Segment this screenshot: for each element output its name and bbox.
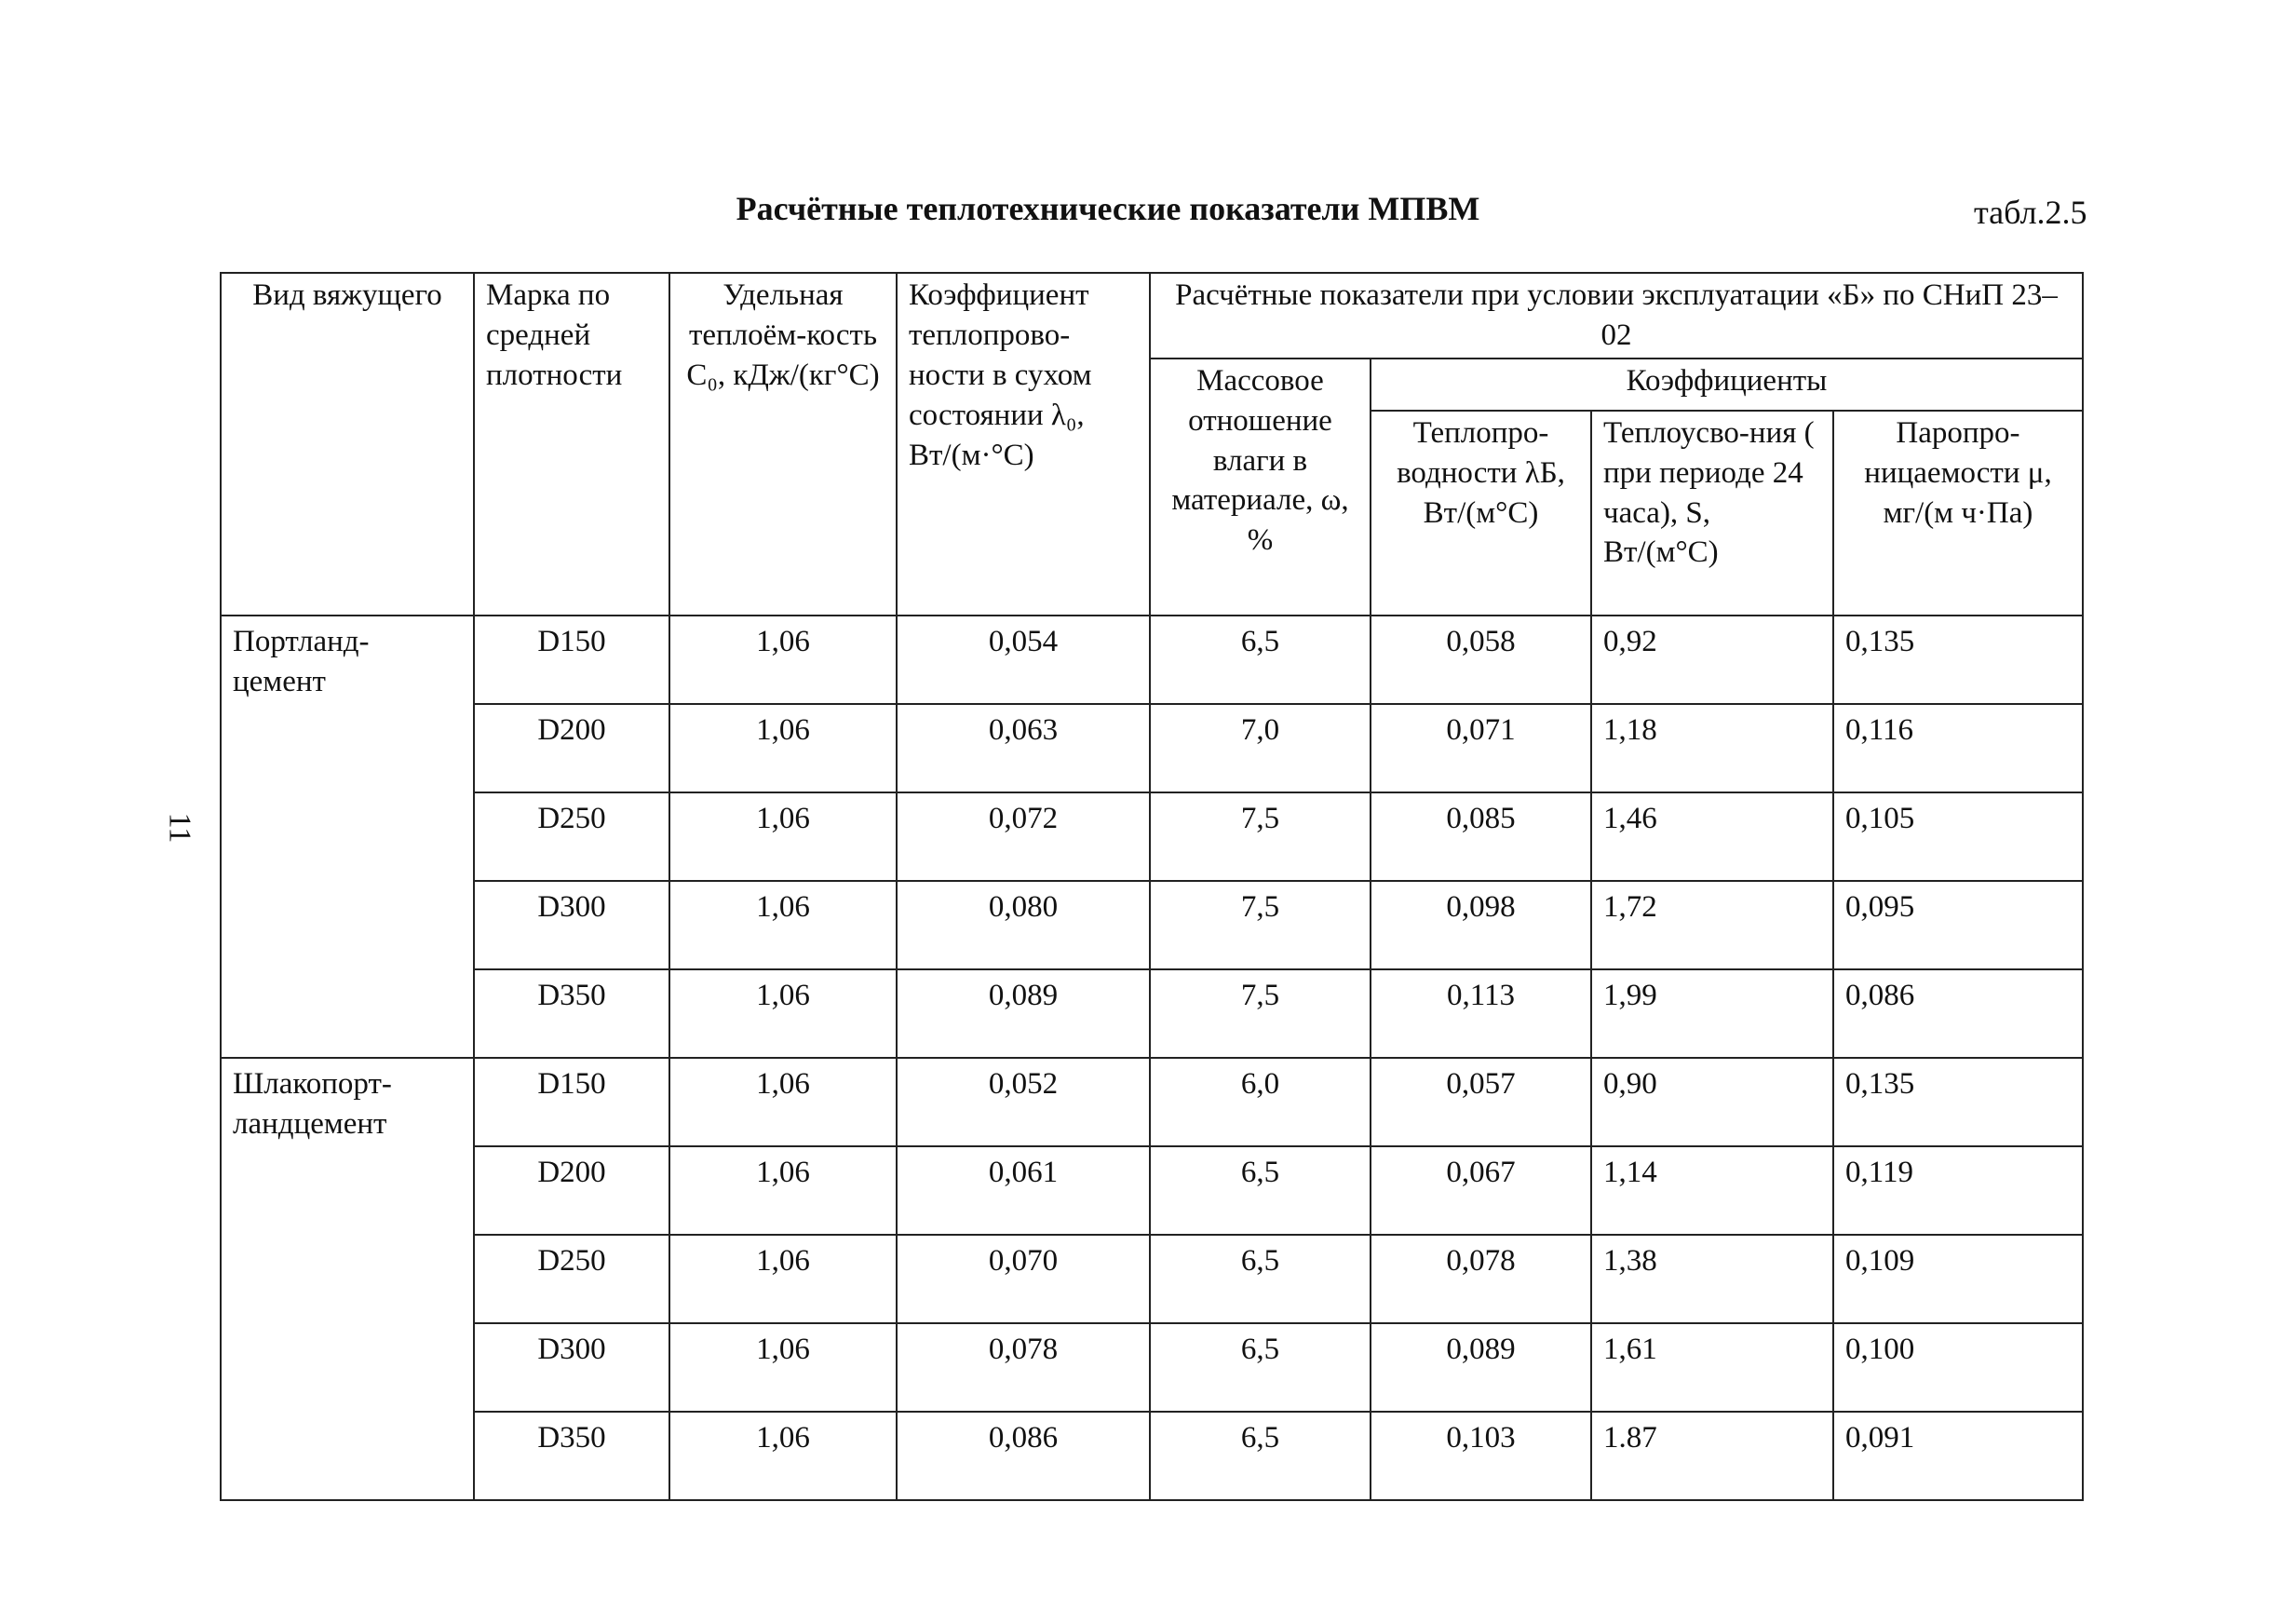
conductivity-dry-cell: 0,052 [897, 1058, 1150, 1146]
grade-cell: D350 [474, 969, 669, 1058]
conductivity-dry-cell: 0,080 [897, 881, 1150, 969]
table-title: Расчётные теплотехнические показатели МПВМ [736, 190, 1480, 227]
heat-capacity-cell: 1,06 [669, 1235, 897, 1323]
conductivity-dry-cell: 0,070 [897, 1235, 1150, 1323]
grade-cell: D300 [474, 881, 669, 969]
heat-capacity-cell: 1,06 [669, 616, 897, 704]
conductivity-dry-cell: 0,054 [897, 616, 1150, 704]
table-row [221, 792, 2083, 881]
heat-capacity-cell: 1,06 [669, 1412, 897, 1500]
conductivity-cell: 0,057 [1371, 1058, 1591, 1146]
header-grade: Марка по средней плотности [474, 273, 669, 616]
heat-absorption-cell: 0,90 [1591, 1058, 1833, 1146]
moisture-cell: 6,5 [1150, 1146, 1371, 1235]
heat-capacity-cell: 1,06 [669, 881, 897, 969]
header-heat-capacity: Удельная теплоём-кость С₀, кДж/(кг°С) [669, 273, 897, 616]
header-moisture: Массовое отношение влаги в материале, ω, % [1150, 359, 1371, 616]
table-row [221, 704, 2083, 792]
table-row [221, 1146, 2083, 1235]
table-body [221, 616, 2083, 1500]
heat-absorption-cell: 1,72 [1591, 881, 1833, 969]
table-row [221, 1412, 2083, 1500]
heat-absorption-cell: 1,61 [1591, 1323, 1833, 1412]
conductivity-cell: 0,089 [1371, 1323, 1591, 1412]
heat-absorption-cell: 1.87 [1591, 1412, 1833, 1500]
header-conductivity: Теплопро-водности λБ, Вт/(м°С) [1371, 411, 1591, 616]
header-vapor-permeability: Паропро-ницаемости μ, мг/(м ч·Па) [1833, 411, 2083, 616]
header-group-conditions: Расчётные показатели при условии эксплуатации «Б» по СНиП 23–02 [1150, 273, 2083, 359]
heat-capacity-cell: 1,06 [669, 792, 897, 881]
header-coefficients: Коэффициенты [1371, 359, 2083, 411]
conductivity-cell: 0,098 [1371, 881, 1591, 969]
heat-absorption-cell: 1,46 [1591, 792, 1833, 881]
heat-capacity-cell: 1,06 [669, 1058, 897, 1146]
heat-absorption-cell: 1,38 [1591, 1235, 1833, 1323]
conductivity-dry-cell: 0,072 [897, 792, 1150, 881]
heat-capacity-cell: 1,06 [669, 704, 897, 792]
heat-absorption-cell: 1,18 [1591, 704, 1833, 792]
heat-capacity-cell: 1,06 [669, 1146, 897, 1235]
moisture-cell: 6,5 [1150, 616, 1371, 704]
conductivity-dry-cell: 0,078 [897, 1323, 1150, 1412]
heat-absorption-cell: 0,92 [1591, 616, 1833, 704]
table-row [221, 881, 2083, 969]
moisture-cell: 6,0 [1150, 1058, 1371, 1146]
vapor-permeability-cell: 0,119 [1833, 1146, 2083, 1235]
binder-cell: Портланд-цемент [221, 616, 474, 1058]
conductivity-cell: 0,085 [1371, 792, 1591, 881]
moisture-cell: 7,0 [1150, 704, 1371, 792]
table-row [221, 1323, 2083, 1412]
table-row [221, 616, 2083, 704]
conductivity-cell: 0,113 [1371, 969, 1591, 1058]
page-number: 11 [162, 812, 197, 844]
table-reference: табл.2.5 [1974, 194, 2087, 231]
vapor-permeability-cell: 0,109 [1833, 1235, 2083, 1323]
grade-cell: D200 [474, 704, 669, 792]
vapor-permeability-cell: 0,116 [1833, 704, 2083, 792]
vapor-permeability-cell: 0,095 [1833, 881, 2083, 969]
grade-cell: D250 [474, 792, 669, 881]
vapor-permeability-cell: 0,135 [1833, 616, 2083, 704]
grade-cell: D300 [474, 1323, 669, 1412]
vapor-permeability-cell: 0,135 [1833, 1058, 2083, 1146]
conductivity-cell: 0,103 [1371, 1412, 1591, 1500]
conductivity-dry-cell: 0,061 [897, 1146, 1150, 1235]
conductivity-cell: 0,071 [1371, 704, 1591, 792]
header-conductivity-dry: Коэффициент теплопрово-ности в сухом состоянии λ₀, Вт/(м·°С) [897, 273, 1150, 616]
conductivity-cell: 0,058 [1371, 616, 1591, 704]
heat-absorption-cell: 1,99 [1591, 969, 1833, 1058]
heat-capacity-cell: 1,06 [669, 969, 897, 1058]
table-row [221, 1058, 2083, 1146]
conductivity-cell: 0,067 [1371, 1146, 1591, 1235]
table-row [221, 1235, 2083, 1323]
vapor-permeability-cell: 0,100 [1833, 1323, 2083, 1412]
moisture-cell: 7,5 [1150, 792, 1371, 881]
vapor-permeability-cell: 0,091 [1833, 1412, 2083, 1500]
grade-cell: D250 [474, 1235, 669, 1323]
moisture-cell: 7,5 [1150, 881, 1371, 969]
heat-capacity-cell: 1,06 [669, 1323, 897, 1412]
moisture-cell: 6,5 [1150, 1412, 1371, 1500]
moisture-cell: 6,5 [1150, 1235, 1371, 1323]
header-heat-absorption: Теплоусво-ния ( при периоде 24 часа), S, Вт/(м°С) [1591, 411, 1833, 616]
binder-cell: Шлакопорт-ландцемент [221, 1058, 474, 1500]
table-row [221, 969, 2083, 1058]
conductivity-dry-cell: 0,086 [897, 1412, 1150, 1500]
conductivity-dry-cell: 0,089 [897, 969, 1150, 1058]
grade-cell: D350 [474, 1412, 669, 1500]
vapor-permeability-cell: 0,086 [1833, 969, 2083, 1058]
conductivity-dry-cell: 0,063 [897, 704, 1150, 792]
header-binder: Вид вяжущего [221, 273, 474, 616]
grade-cell: D150 [474, 616, 669, 704]
moisture-cell: 6,5 [1150, 1323, 1371, 1412]
grade-cell: D200 [474, 1146, 669, 1235]
moisture-cell: 7,5 [1150, 969, 1371, 1058]
conductivity-cell: 0,078 [1371, 1235, 1591, 1323]
thermal-properties-table [220, 272, 2084, 1501]
grade-cell: D150 [474, 1058, 669, 1146]
vapor-permeability-cell: 0,105 [1833, 792, 2083, 881]
heat-absorption-cell: 1,14 [1591, 1146, 1833, 1235]
